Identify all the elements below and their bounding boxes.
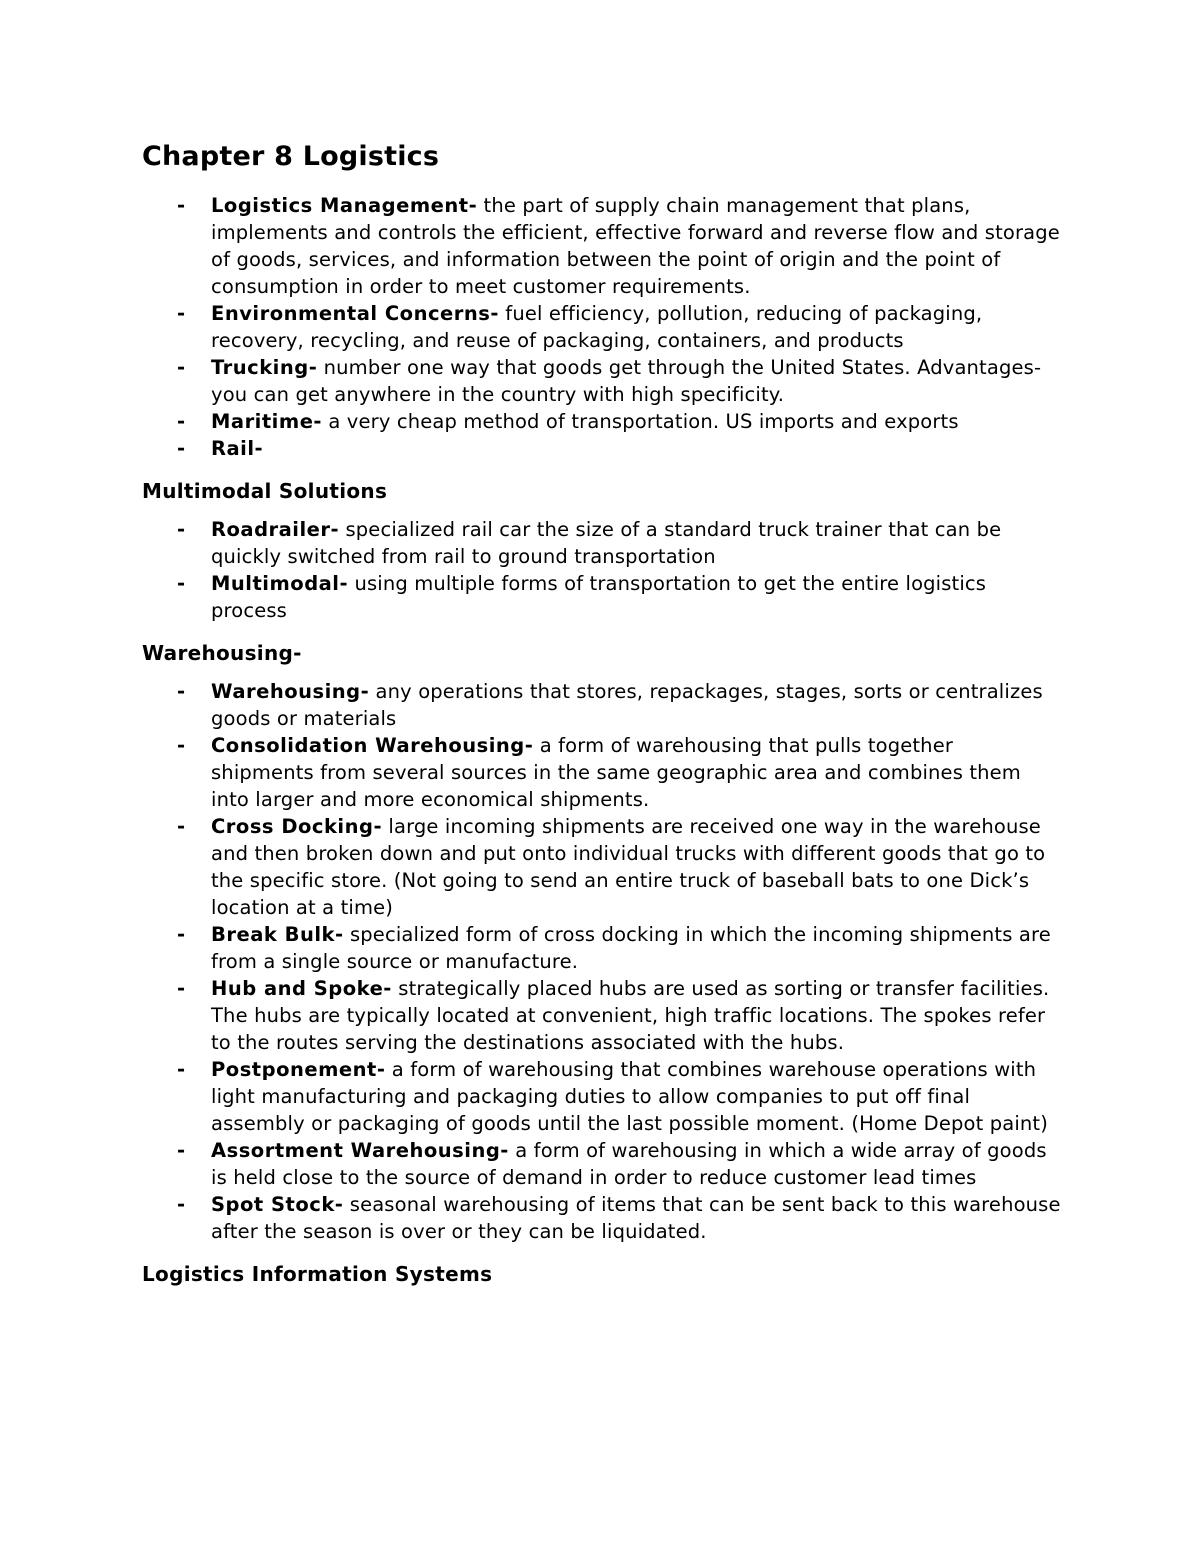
term-definition: a form of warehousing in which a wide array of goods is held close to the source of demand in order to reduce customer lead times <box>211 1139 1047 1189</box>
section-heading-logistics-info: Logistics Information Systems <box>142 1262 493 1286</box>
term-label: Logistics Management- <box>211 194 478 217</box>
list-item <box>142 813 1062 921</box>
bullet-dash: - <box>177 734 186 757</box>
list-item <box>142 1056 1062 1137</box>
bullet-dash: - <box>177 572 186 595</box>
term-definition: specialized form of cross docking in which the incoming shipments are from a single source or manufacture. <box>211 923 1051 973</box>
term-label: Roadrailer- <box>211 518 340 541</box>
bullet-dash: - <box>177 680 186 703</box>
term-label: Consolidation Warehousing- <box>211 734 534 757</box>
bullet-dash: - <box>177 518 186 541</box>
section-heading-multimodal: Multimodal Solutions <box>142 479 388 503</box>
list-item <box>142 570 1062 624</box>
term-label: Spot Stock- <box>211 1193 344 1216</box>
term-label: Multimodal- <box>211 572 349 595</box>
bullet-dash: - <box>177 356 186 379</box>
term-label: Postponement- <box>211 1058 386 1081</box>
list-item <box>142 300 1062 354</box>
term-label: Warehousing- <box>211 680 370 703</box>
term-label: Hub and Spoke- <box>211 977 392 1000</box>
list-item <box>142 192 1062 300</box>
term-label: Maritime- <box>211 410 323 433</box>
bullet-dash: - <box>177 1193 186 1216</box>
list-item <box>142 435 1062 462</box>
list-item <box>142 975 1062 1056</box>
term-definition: the part of supply chain management that plans, implements and controls the efficient, effective forward and reverse flow and storage of goods, services, and information between the point of origin and the point of consumption in order to meet customer requirements. <box>211 194 1060 298</box>
term-label: Assortment Warehousing- <box>211 1139 509 1162</box>
term-label: Rail- <box>211 437 264 460</box>
chapter-title: Chapter 8 Logistics <box>142 141 440 172</box>
term-label: Trucking- <box>211 356 318 379</box>
term-definition: fuel efficiency, pollution, reducing of packaging, recovery, recycling, and reuse of packaging, containers, and products <box>211 302 983 352</box>
list-item <box>142 408 1062 435</box>
term-definition: specialized rail car the size of a standard truck trainer that can be quickly switched from rail to ground transportation <box>211 518 1002 568</box>
term-definition: any operations that stores, repackages, stages, sorts or centralizes goods or materials <box>211 680 1043 730</box>
term-definition: using multiple forms of transportation to get the entire logistics process <box>211 572 987 622</box>
list-item <box>142 516 1062 570</box>
multimodal-list <box>142 516 1062 624</box>
list-item <box>142 678 1062 732</box>
bullet-dash: - <box>177 410 186 433</box>
list-item <box>142 354 1062 408</box>
list-item <box>142 732 1062 813</box>
term-definition: a form of warehousing that combines warehouse operations with light manufacturing and packaging duties to allow companies to put off final assembly or packaging of goods until the last possible moment. (Home Depot paint) <box>211 1058 1048 1135</box>
term-definition: a very cheap method of transportation. US imports and exports <box>322 410 959 433</box>
list-item <box>142 1191 1062 1245</box>
term-definition: strategically placed hubs are used as sorting or transfer facilities. The hubs are typically located at convenient, high traffic locations. The spokes refer to the routes serving the destinations associated with the hubs. <box>211 977 1050 1054</box>
term-definition: number one way that goods get through the United States. Advantages- you can get anywhere in the country with high specificity. <box>211 356 1042 406</box>
term-definition: large incoming shipments are received one way in the warehouse and then broken down and put onto individual trucks with different goods that go to the specific store. (Not going to send an entire truck of baseball bats to one Dick’s location at a time) <box>211 815 1046 919</box>
bullet-dash: - <box>177 1139 186 1162</box>
section-heading-warehousing: Warehousing- <box>142 641 302 665</box>
warehousing-list <box>142 678 1062 1245</box>
bullet-dash: - <box>177 194 186 217</box>
bullet-dash: - <box>177 302 186 325</box>
bullet-dash: - <box>177 1058 186 1081</box>
bullet-dash: - <box>177 437 186 460</box>
term-definition: seasonal warehousing of items that can be sent back to this warehouse after the season is over or they can be liquidated. <box>211 1193 1061 1243</box>
bullet-dash: - <box>177 923 186 946</box>
bullet-dash: - <box>177 977 186 1000</box>
term-label: Cross Docking- <box>211 815 383 838</box>
bullet-dash: - <box>177 815 186 838</box>
list-item <box>142 921 1062 975</box>
term-definition: a form of warehousing that pulls together shipments from several sources in the same geographic area and combines them into larger and more economical shipments. <box>211 734 1021 811</box>
term-label: Environmental Concerns- <box>211 302 499 325</box>
list-item <box>142 1137 1062 1191</box>
intro-list <box>142 192 1062 462</box>
term-label: Break Bulk- <box>211 923 344 946</box>
document-page <box>142 136 1062 1299</box>
